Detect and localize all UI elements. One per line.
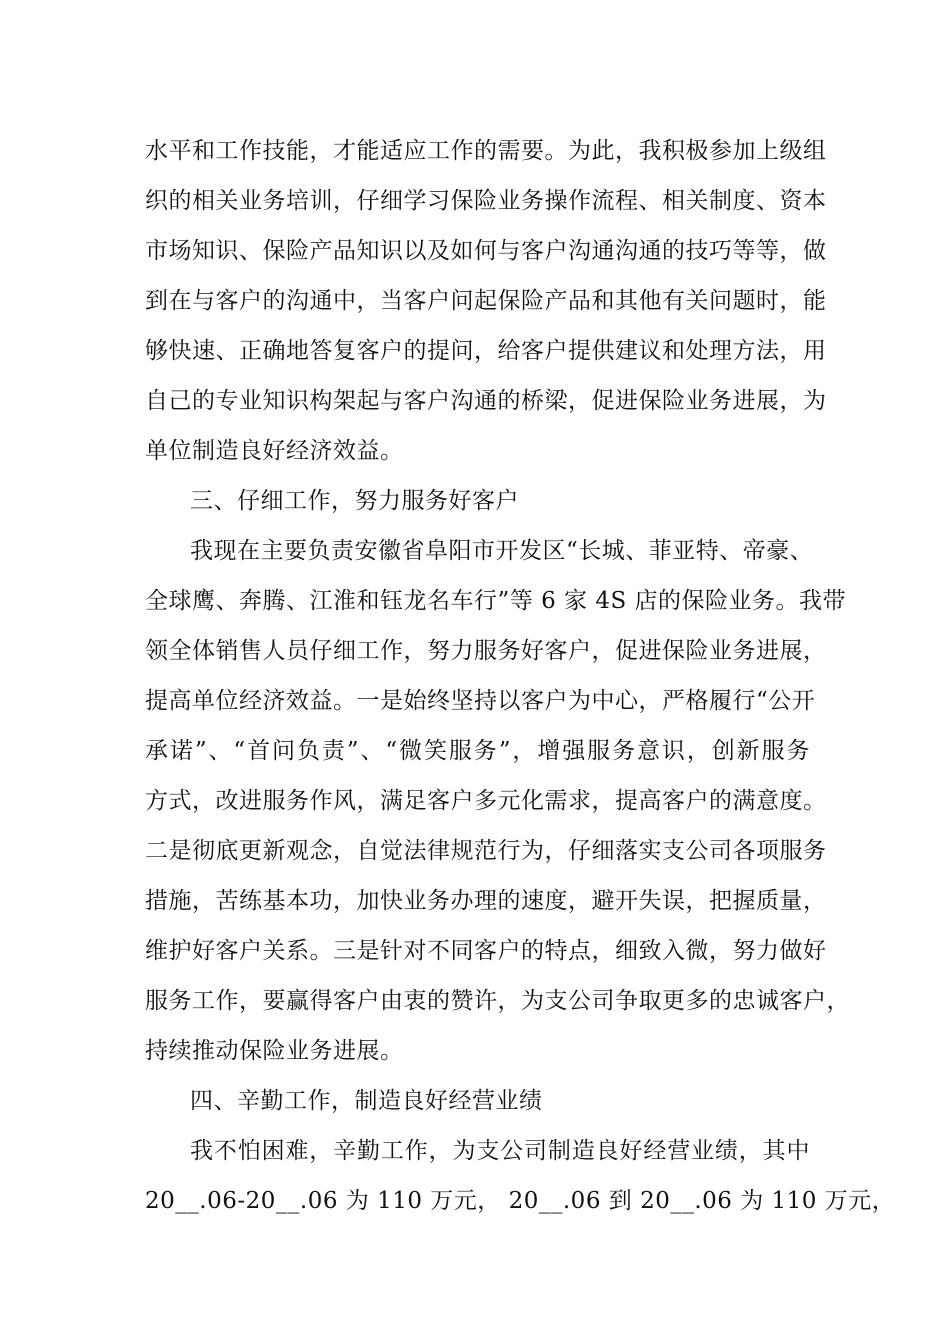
text-line: 水平和工作技能，才能适应工作的需要。为此，我积极参加上级组 (145, 138, 827, 164)
section-heading: 三、仔细工作，努力服务好客户 (190, 488, 519, 514)
text-line: 二是彻底更新观念，自觉法律规范行为，仔细落实支公司各项服务 (145, 838, 827, 864)
text-line: 全球鹰、奔腾、江淮和钰龙名车行”等 6 家 4S 店的保险业务。我带 (145, 588, 847, 614)
text-line: 方式，改进服务作风，满足客户多元化需求，提高客户的满意度。 (145, 788, 827, 814)
text-line: 够快速、正确地答复客户的提问，给客户提供建议和处理方法，用 (145, 338, 827, 364)
text-line: 服务工作，要赢得客户由衷的赞许，为支公司争取更多的忠诚客户， (145, 988, 850, 1014)
text-line: 市场知识、保险产品知识以及如何与客户沟通沟通的技巧等等，做 (145, 238, 827, 264)
text-line: 自己的专业知识构架起与客户沟通的桥梁，促进保险业务进展，为 (145, 388, 827, 414)
text-line: 措施，苦练基本功，加快业务办理的速度，避开失误，把握质量， (145, 888, 827, 914)
text-line: 我不怕困难，辛勤工作，为支公司制造良好经营业绩，其中 (190, 1138, 810, 1164)
text-line: 提高单位经济效益。一是始终坚持以客户为中心，严格履行“公开 (145, 688, 816, 714)
section-heading: 四、辛勤工作，制造良好经营业绩 (190, 1088, 543, 1114)
text-line: 维护好客户关系。三是针对不同客户的特点，细致入微，努力做好 (145, 938, 827, 964)
text-line: 我现在主要负责安徽省阜阳市开发区“长城、菲亚特、帝豪、 (190, 538, 814, 564)
text-line: 承诺”、“首问负责”、“微笑服务”，增强服务意识，创新服务 (145, 738, 810, 764)
text-line: 单位制造良好经济效益。 (145, 438, 404, 464)
text-line: 领全体销售人员仔细工作，努力服务好客户，促进保险业务进展， (145, 638, 827, 664)
text-line: 20__.06-20__.06 为 110 万元， 20__.06 到 20__.06 为 110 万元， (145, 1188, 896, 1214)
text-line: 到在与客户的沟通中，当客户问起保险产品和其他有关问题时，能 (145, 288, 827, 314)
text-line: 织的相关业务培训，仔细学习保险业务操作流程、相关制度、资本 (145, 188, 827, 214)
text-line: 持续推动保险业务进展。 (145, 1038, 404, 1064)
